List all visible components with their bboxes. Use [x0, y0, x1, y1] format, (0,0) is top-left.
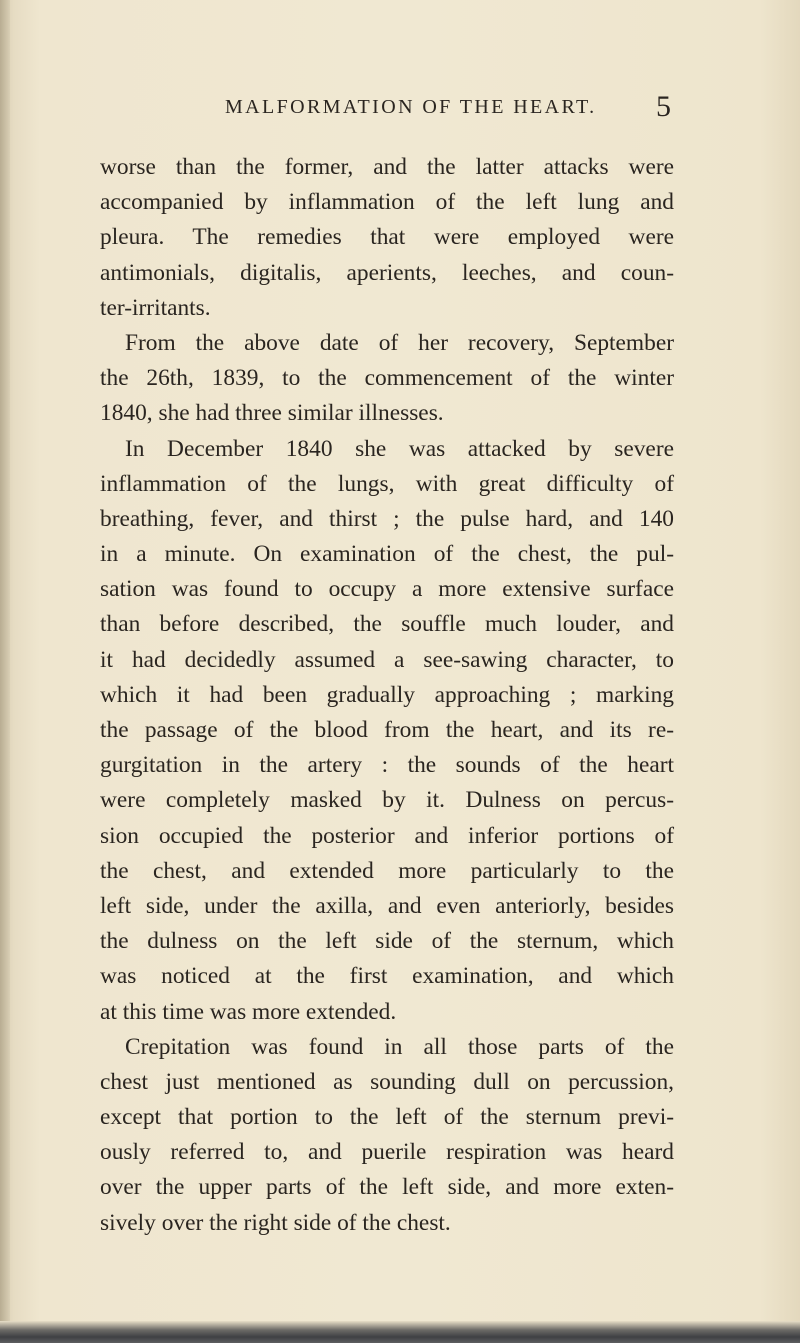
text-line: ously referred to, and puerile respiration was heard	[100, 1139, 674, 1166]
text-line: pleura. The remedies that were employed were	[100, 224, 674, 251]
body-text	[100, 150, 674, 1241]
text-line: sively over the right side of the chest.	[100, 1209, 451, 1236]
text-line: From the above date of her recovery, September	[125, 329, 674, 356]
text-line: breathing, fever, and thirst ; the pulse hard, and 140	[100, 505, 674, 532]
text-line: antimonials, digitalis, aperients, leeches, and coun-	[100, 259, 674, 286]
page-number: 5	[656, 90, 671, 123]
text-line: it had decidedly assumed a see-sawing character, to	[100, 646, 674, 673]
text-line: the passage of the blood from the heart, and its re-	[100, 717, 674, 743]
page-gutter-shadow	[0, 0, 10, 1343]
text-line: In December 1840 she was attacked by severe	[125, 435, 674, 462]
text-line: inflammation of the lungs, with great difficulty of	[100, 470, 674, 497]
text-line: left side, under the axilla, and even anteriorly, besides	[100, 892, 674, 919]
text-line: which it had been gradually approaching ; marking	[100, 681, 674, 708]
text-line: sion occupied the posterior and inferior portions of	[100, 822, 674, 849]
text-line: over the upper parts of the left side, and more exten-	[100, 1174, 674, 1201]
text-line: 1840, she had three similar illnesses.	[100, 400, 444, 427]
text-line: the dulness on the left side of the sternum, which	[100, 928, 674, 955]
running-head	[0, 90, 800, 130]
text-line: sation was found to occupy a more extensive surface	[100, 576, 674, 603]
text-line: chest just mentioned as sounding dull on percussion,	[100, 1068, 674, 1095]
text-line: except that portion to the left of the sternum previ-	[100, 1104, 674, 1131]
text-line: was noticed at the first examination, and which	[100, 963, 674, 990]
text-line: Crepitation was found in all those parts of the	[125, 1033, 674, 1060]
text-line: were completely masked by it. Dulness on percus-	[100, 787, 674, 814]
text-line: the chest, and extended more particularly to the	[100, 857, 674, 884]
running-head-title: MALFORMATION OF THE HEART.	[225, 96, 597, 118]
text-line: gurgitation in the artery : the sounds of the heart	[100, 752, 674, 779]
text-line: in a minute. On examination of the chest, the pul-	[100, 541, 674, 568]
page-bottom-edge	[0, 1321, 800, 1343]
text-line: accompanied by inflammation of the left lung and	[100, 189, 674, 216]
text-line: ter-irritants.	[100, 294, 211, 321]
text-line: than before described, the souffle much louder, and	[100, 611, 674, 638]
text-line: at this time was more extended.	[100, 998, 397, 1025]
text-line: the 26th, 1839, to the commencement of the winter	[100, 365, 674, 392]
text-line: worse than the former, and the latter attacks were	[100, 154, 674, 180]
